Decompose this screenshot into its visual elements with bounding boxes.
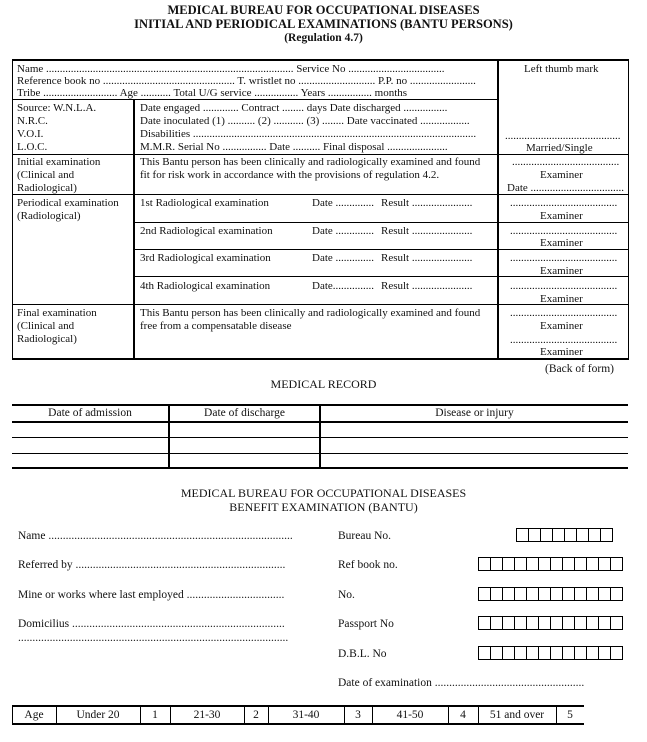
- radiological-result-field[interactable]: Result ......................: [381, 252, 473, 264]
- radiological-result-field[interactable]: Result ......................: [381, 197, 473, 209]
- final-exam-label: Radiological): [17, 333, 77, 345]
- age-bar: [12, 705, 584, 725]
- date-engaged-field[interactable]: Date engaged ............. Contract ........ days Date discharged ................: [140, 102, 448, 114]
- back-of-form-label: (Back of form): [545, 363, 614, 375]
- examiner-label: Examiner: [540, 237, 583, 249]
- form-regulation: (Regulation 4.7): [284, 32, 363, 44]
- radiological-exam-name: 2nd Radiological examination: [140, 225, 273, 237]
- radiological-exam-name: 3rd Radiological examination: [140, 252, 271, 264]
- married-single-label: Married/Single: [526, 142, 593, 154]
- bureau-no-boxes[interactable]: [516, 528, 612, 542]
- card-left-border: [12, 59, 13, 360]
- age-label: Age: [24, 709, 44, 721]
- initial-date-field[interactable]: Date ..................................: [507, 182, 625, 194]
- age-41-50[interactable]: 41-50: [396, 709, 424, 721]
- last-employer-field[interactable]: Mine or works where last employed ..................................: [18, 589, 285, 601]
- radiological-exam-name: 1st Radiological examination: [140, 197, 269, 209]
- final-exam-label: Final examination: [17, 307, 97, 319]
- reference-book-field[interactable]: Reference book no ................................................ T. wristlet no ............................ P.P. no ........................: [17, 75, 476, 87]
- tribe-field[interactable]: Tribe ........................... Age ........... Total U/G service ................ Years ................ months: [17, 87, 408, 99]
- examiner-label: Examiner: [540, 265, 583, 277]
- row-sep: [134, 249, 629, 250]
- initial-exam-text: fit for risk work in accordance with the provisions of regulation 4.2.: [140, 169, 440, 181]
- thumb-mark-label: Left thumb mark: [524, 63, 599, 75]
- periodical-exam-label: (Radiological): [17, 210, 81, 222]
- examiner-label: Examiner: [540, 210, 583, 222]
- no-label: No.: [338, 589, 355, 601]
- examiner-label: Examiner: [540, 320, 583, 332]
- age-code-5[interactable]: 5: [567, 709, 573, 721]
- examiner-signature-line[interactable]: .......................................: [510, 225, 618, 237]
- domicilius-line-2[interactable]: ..............................................................................................: [18, 632, 289, 644]
- radiological-date-field[interactable]: Date ..............: [312, 225, 375, 237]
- medical-record-title: MEDICAL RECORD: [270, 377, 377, 391]
- examiner-signature-line[interactable]: .......................................: [510, 197, 618, 209]
- passport-label: Passport No: [338, 618, 394, 630]
- initial-exam-label: (Clinical and: [17, 169, 75, 181]
- examiner-signature-line[interactable]: .......................................: [510, 334, 618, 346]
- source-label: Source: W.N.L.A.: [17, 102, 97, 114]
- date-of-examination-field[interactable]: Date of examination ....................................................: [338, 677, 585, 689]
- final-exam-text: This Bantu person has been clinically and radiologically examined and found: [140, 307, 481, 319]
- initial-exam-text: This Bantu person has been clinically and radiologically examined and found: [140, 156, 481, 168]
- card-right-border: [628, 59, 629, 360]
- row-sep: [134, 222, 629, 223]
- radiological-date-field[interactable]: Date ..............: [312, 197, 375, 209]
- examiner-signature-line[interactable]: .......................................: [510, 252, 618, 264]
- examiner-label: Examiner: [540, 169, 583, 181]
- date-inoculated-field[interactable]: Date inoculated (1) .......... (2) ........... (3) ........ Date vaccinated ..................: [140, 115, 470, 127]
- periodical-exam-label: Periodical examination: [17, 197, 119, 209]
- examiner-label: Examiner: [540, 293, 583, 305]
- card-top-border: [12, 59, 629, 61]
- age-21-30[interactable]: 21-30: [193, 709, 221, 721]
- age-code-1[interactable]: 1: [152, 709, 158, 721]
- examiner-signature-line[interactable]: .......................................: [510, 307, 618, 319]
- age-code-2[interactable]: 2: [253, 709, 259, 721]
- col-date-of-discharge: Date of discharge: [204, 407, 285, 419]
- referred-by-field[interactable]: Referred by .........................................................................: [18, 559, 286, 571]
- examiner-signature-line[interactable]: .......................................: [512, 156, 620, 168]
- name-field[interactable]: Name .......................................................................................... Service No ...................................: [17, 63, 445, 75]
- card-thumb-divider: [497, 59, 499, 360]
- radiological-date-field[interactable]: Date...............: [312, 280, 375, 292]
- passport-boxes[interactable]: [478, 616, 622, 630]
- age-code-3[interactable]: 3: [355, 709, 361, 721]
- source-loc: L.O.C.: [17, 141, 48, 153]
- examiner-label: Examiner: [540, 346, 583, 358]
- row-sep: [12, 99, 498, 100]
- col-date-of-admission: Date of admission: [48, 407, 132, 419]
- ref-book-boxes[interactable]: [478, 557, 622, 571]
- source-voi: V.O.I.: [17, 128, 44, 140]
- radiological-result-field[interactable]: Result ......................: [381, 225, 473, 237]
- radiological-exam-name: 4th Radiological examination: [140, 280, 271, 292]
- initial-exam-label: Initial examination: [17, 156, 101, 168]
- age-under-20[interactable]: Under 20: [76, 709, 120, 721]
- row-sep: [12, 304, 629, 305]
- examiner-signature-line[interactable]: .......................................: [510, 280, 618, 292]
- radiological-date-field[interactable]: Date ..............: [312, 252, 375, 264]
- married-dots[interactable]: ..........................................: [505, 130, 621, 142]
- no-boxes[interactable]: [478, 587, 622, 601]
- age-51-and-over[interactable]: 51 and over: [489, 709, 545, 721]
- ref-book-label: Ref book no.: [338, 559, 398, 571]
- benefit-title: MEDICAL BUREAU FOR OCCUPATIONAL DISEASES: [180, 486, 467, 500]
- bureau-no-label: Bureau No.: [338, 530, 392, 542]
- final-exam-label: (Clinical and: [17, 320, 75, 332]
- source-nrc: N.R.C.: [17, 115, 48, 127]
- domicilius-field[interactable]: Domicilius ..........................................................................: [18, 618, 285, 630]
- disabilities-field[interactable]: Disabilities .......................................................................................................: [140, 128, 477, 140]
- dbl-boxes[interactable]: [478, 646, 622, 660]
- form-subtitle: INITIAL AND PERIODICAL EXAMINATIONS (BANTU PERSONS): [134, 17, 513, 31]
- radiological-result-field[interactable]: Result ......................: [381, 280, 473, 292]
- row-sep: [12, 194, 629, 195]
- dbl-label: D.B.L. No: [338, 648, 387, 660]
- card-bottom-border: [12, 358, 629, 360]
- mmr-serial-field[interactable]: M.M.R. Serial No ................ Date .......... Final disposal ......................: [140, 141, 448, 153]
- final-exam-text: free from a compensatable disease: [140, 320, 292, 332]
- benefit-subtitle: BENEFIT EXAMINATION (BANTU): [229, 500, 418, 514]
- card-label-divider: [133, 99, 135, 360]
- benefit-name-field[interactable]: Name .....................................................................................: [18, 530, 293, 542]
- col-disease-or-injury: Disease or injury: [435, 407, 514, 419]
- age-code-4[interactable]: 4: [460, 709, 466, 721]
- age-31-40[interactable]: 31-40: [292, 709, 320, 721]
- initial-exam-label: Radiological): [17, 182, 77, 194]
- form-title: MEDICAL BUREAU FOR OCCUPATIONAL DISEASES: [167, 3, 480, 17]
- row-sep: [12, 154, 629, 155]
